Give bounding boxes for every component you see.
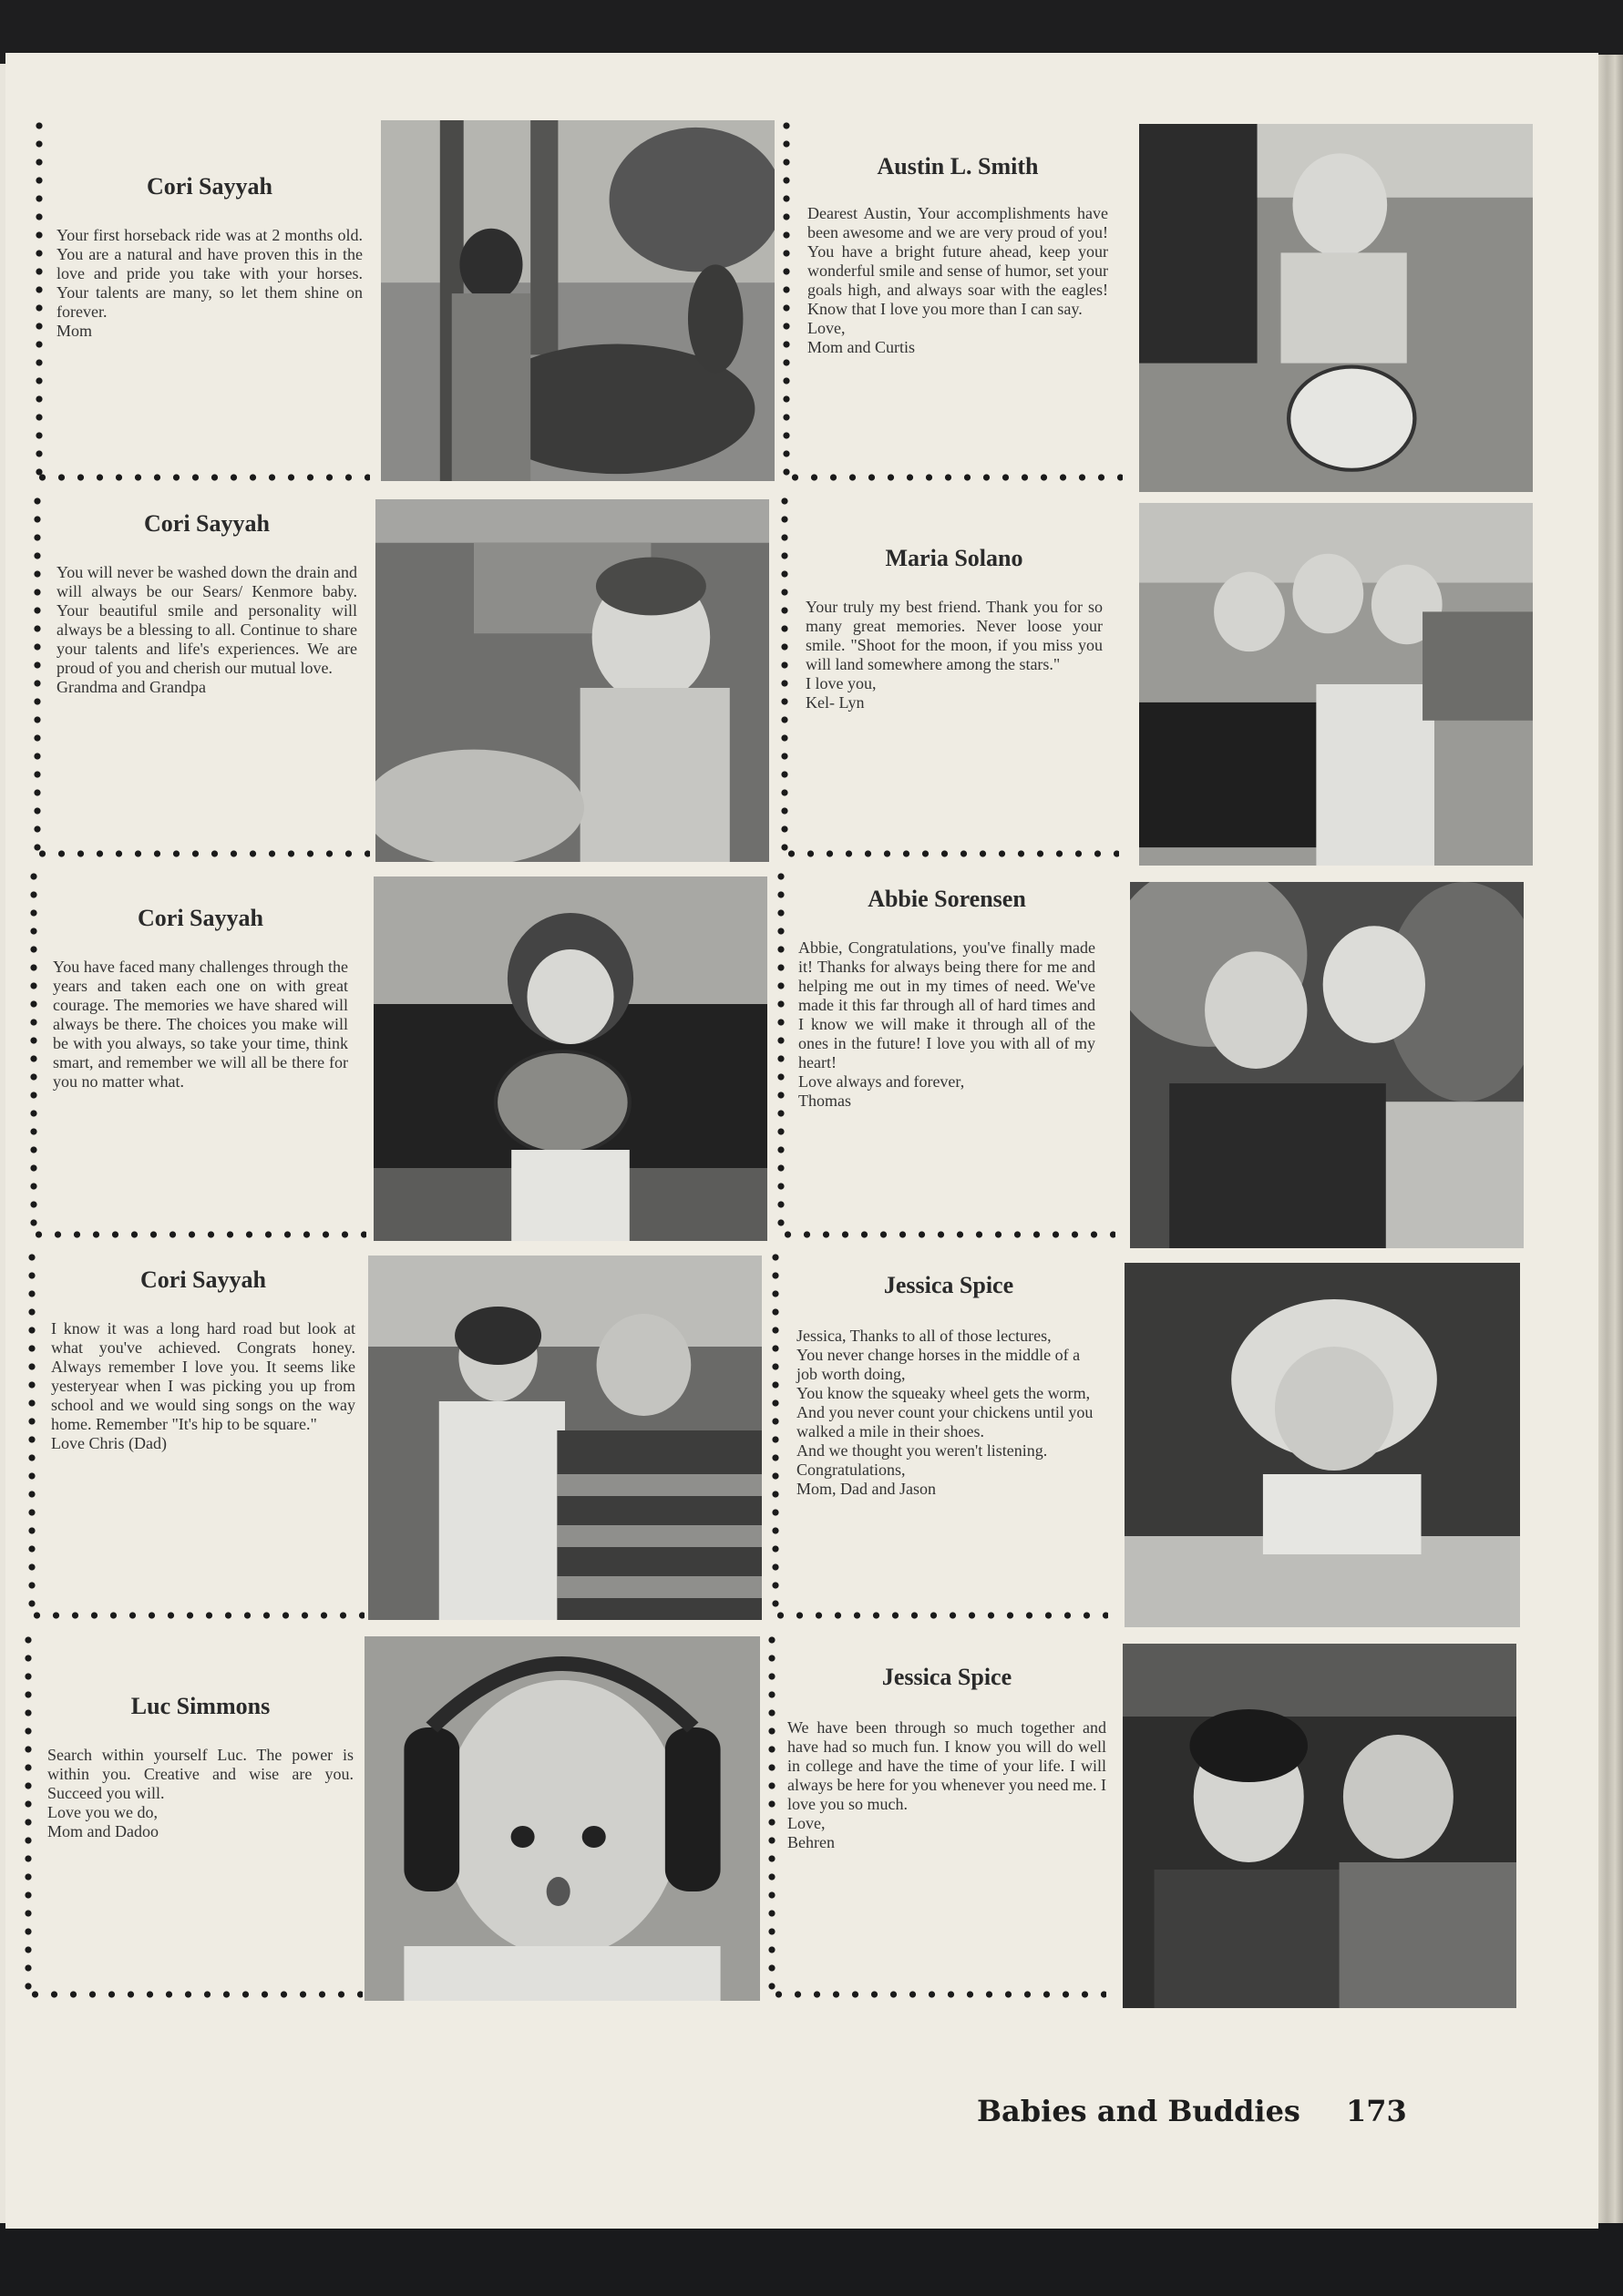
dotted-border — [24, 1631, 33, 1992]
dotted-border — [29, 867, 38, 1232]
section-title: Babies and Buddies — [977, 2094, 1300, 2128]
dotted-border — [782, 849, 1119, 858]
girl-holding-baby-on-horse-photo — [381, 120, 775, 481]
dotted-border — [782, 117, 791, 477]
entry-name: Cori Sayyah — [144, 510, 270, 537]
girl-with-father-photo — [368, 1256, 762, 1620]
entry-name: Maria Solano — [885, 545, 1023, 571]
entry-name: Jessica Spice — [883, 1272, 1014, 1298]
scan-border-bottom — [0, 2223, 1623, 2296]
entry-name: Cori Sayyah — [140, 1266, 266, 1293]
tribute-entry — [787, 1664, 1106, 1937]
tribute-entry — [806, 545, 1103, 818]
dotted-border — [33, 473, 370, 482]
tribute-entry — [796, 1272, 1101, 1573]
girl-with-jack-o-lantern-photo — [374, 876, 767, 1241]
dotted-border — [769, 1990, 1106, 1999]
toddler-in-bonnet-photo — [1125, 1263, 1520, 1627]
entry-message: We have been through so much together and have had so much fun. I know you will do well in college and have the time of your life. I will always be here for you whenever you need me. I love you so much. Love, Behren — [787, 1718, 1106, 1851]
baby-in-washing-machine-photo — [375, 499, 769, 862]
dotted-border — [27, 1611, 365, 1620]
entry-message: You will never be washed down the drain and will always be our Sears/ Kenmore baby. Your beautiful smile and personality will always be a blessing to all. Continue to share your talents and life's experiences. We are proud of you and cherish our mutual love. Grandma and Grandpa — [56, 563, 357, 696]
entry-message: Dearest Austin, Your accomplishments have been awesome and we are very proud of you! You have a bright future ahead, keep your wonderful smile and sense of humor, set your goals high, and always soar with the eagles! Know that I love you more than I can say. Love, Mom and Curtis — [807, 204, 1108, 356]
tribute-entry — [51, 1266, 355, 1567]
tribute-entry — [56, 173, 363, 474]
dotted-border — [35, 117, 44, 477]
entry-name: Luc Simmons — [130, 1693, 271, 1719]
dotted-border — [778, 1230, 1115, 1239]
boy-with-pumpkin-cake-photo — [1139, 124, 1533, 492]
entry-message: Search within yourself Luc. The power is within you. Creative and wise are you. Succeed you will. Love you we do, Mom and Dadoo — [47, 1746, 354, 1840]
dotted-border — [29, 1230, 366, 1239]
entry-message: You have faced many challenges through the years and taken each one on with great courage. The memories we have shared will always be there. The choices you make will be with you always, so take your time, think smart, and remember we will all be there for you no matter what. — [53, 958, 348, 1091]
page-number: 173 — [1346, 2094, 1407, 2128]
tribute-entry — [56, 510, 357, 829]
entry-name: Cori Sayyah — [138, 905, 263, 931]
dotted-border — [776, 867, 786, 1232]
entry-name: Abbie Sorensen — [868, 886, 1026, 912]
three-girls-on-couch-photo — [1139, 503, 1533, 866]
dotted-border — [27, 1248, 36, 1613]
tribute-entry — [807, 153, 1108, 454]
tribute-entry — [798, 886, 1095, 1204]
dotted-border — [26, 1990, 363, 1999]
tribute-entry — [47, 1693, 354, 1948]
entry-message: I know it was a long hard road but look at what you've achieved. Congrats honey. Always remember I love you. It seems like yesteryear when I was picking you up from school and we would sing songs on the way home. Remember "It's hip to be square." Love Chris (Dad) — [51, 1319, 355, 1452]
entry-name: Austin L. Smith — [877, 153, 1039, 179]
entry-message: Jessica, Thanks to all of those lectures, You never change horses in the middle of a job worth doing, You know the squeaky wheel gets the worm, And you never count your chickens until you walked a mile in their shoes. And we thought you weren't listening. Congratulations, Mom, Dad and Jason — [796, 1327, 1094, 1498]
dotted-border — [771, 1248, 780, 1613]
tribute-entry — [53, 905, 348, 1205]
page-edge — [1597, 55, 1623, 2232]
couple-hugging-outdoors-photo — [1130, 882, 1524, 1248]
couple-portrait-photo — [1123, 1644, 1516, 2008]
dotted-border — [33, 849, 370, 858]
baby-with-headphones-photo — [365, 1636, 760, 2001]
dotted-border — [786, 473, 1123, 482]
dotted-border — [780, 492, 789, 852]
entry-name: Jessica Spice — [881, 1664, 1012, 1690]
dotted-border — [767, 1631, 776, 1992]
dotted-border — [33, 492, 42, 852]
entry-message: Your first horseback ride was at 2 months old. You are a natural and have proven this in the love and pride you take with your horses. Your talents are many, so let them shine on forever. Mom — [56, 226, 363, 340]
entry-message: Your truly my best friend. Thank you for so many great memories. Never loose your smile. "Shoot for the moon, if you miss you will land somewhere among the stars." I love you, Kel- Lyn — [806, 598, 1103, 712]
entry-message: Abbie, Congratulations, you've finally made it! Thanks for always being there for me and helping me out in my times of need. We've made it this far through all of hard times and I know we will make it through all of the ones in the future! I love you with all of my heart! Love always and forever, Thomas — [798, 938, 1095, 1110]
entry-name: Cori Sayyah — [147, 173, 272, 200]
dotted-border — [771, 1611, 1108, 1620]
